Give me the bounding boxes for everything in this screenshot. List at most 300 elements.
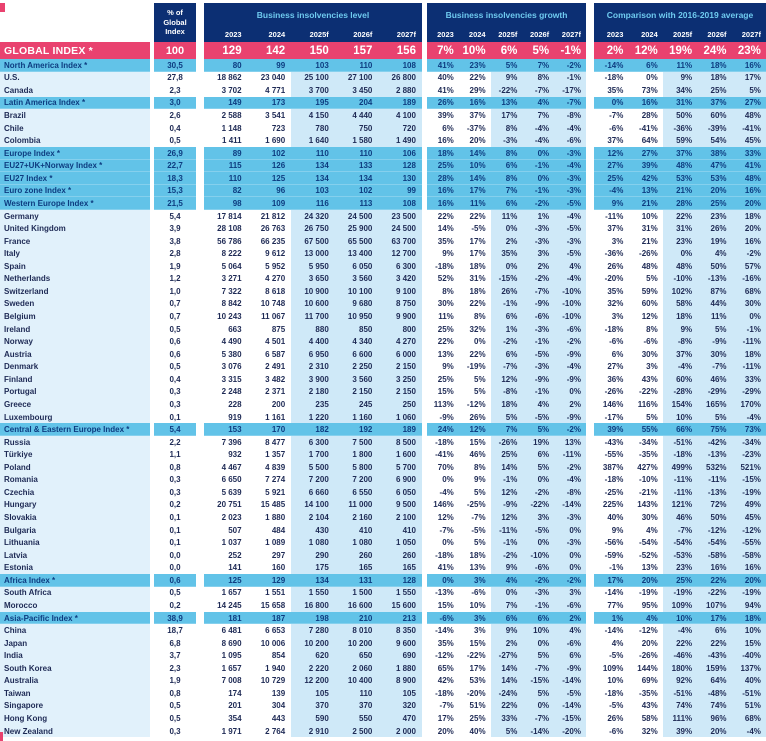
level-value: 10 729 bbox=[248, 675, 292, 688]
growth-value: 42% bbox=[427, 675, 459, 688]
comp-value: 40% bbox=[594, 511, 628, 524]
column-gap bbox=[196, 147, 204, 160]
row-name: Romania bbox=[0, 474, 150, 487]
growth-value: 11% bbox=[459, 197, 491, 210]
comp-value: 5% bbox=[697, 323, 731, 336]
level-value: 1 220 bbox=[291, 411, 335, 424]
comp-value: 6% bbox=[697, 624, 731, 637]
growth-value: -26% bbox=[491, 436, 523, 449]
growth-value: 2% bbox=[491, 235, 523, 248]
level-value: 2 150 bbox=[335, 386, 379, 399]
level-value: 260 bbox=[335, 549, 379, 562]
growth-value: 70% bbox=[427, 461, 459, 474]
level-value: 1 657 bbox=[204, 662, 248, 675]
growth-value: 0% bbox=[554, 524, 586, 537]
growth-value: -9% bbox=[554, 411, 586, 424]
row-name: Canada bbox=[0, 84, 150, 97]
growth-value: 25% bbox=[427, 373, 459, 386]
growth-value: -3% bbox=[554, 511, 586, 524]
column-gap bbox=[196, 398, 204, 411]
comp-value: 11% bbox=[697, 310, 731, 323]
column-gap bbox=[196, 599, 204, 612]
level-value: 5 380 bbox=[204, 348, 248, 361]
level-value: 173 bbox=[248, 97, 292, 110]
growth-value: -9% bbox=[554, 348, 586, 361]
level-value: 175 bbox=[291, 562, 335, 575]
level-value: 252 bbox=[204, 549, 248, 562]
comp-value: -43% bbox=[697, 649, 731, 662]
comp-value: -11% bbox=[697, 474, 731, 487]
comp-value: -9% bbox=[697, 335, 731, 348]
column-group-comparison bbox=[594, 3, 766, 42]
level-value: 10 748 bbox=[248, 298, 292, 311]
year-header: 2024 bbox=[641, 30, 658, 39]
growth-value: 2% bbox=[491, 637, 523, 650]
growth-value: -6% bbox=[427, 612, 459, 625]
comp-value: -20% bbox=[594, 273, 628, 286]
level-value: 103 bbox=[291, 59, 335, 72]
row-name: Norway bbox=[0, 335, 150, 348]
level-value: 99 bbox=[378, 185, 422, 198]
comp-value: 36% bbox=[594, 373, 628, 386]
level-value: 115 bbox=[204, 160, 248, 173]
row-pct-of-global-index: 0,3 bbox=[154, 486, 196, 499]
growth-value: -6% bbox=[459, 587, 491, 600]
growth-value: -6% bbox=[522, 562, 554, 575]
comp-value: 22% bbox=[663, 210, 697, 223]
level-value: 23 040 bbox=[248, 72, 292, 85]
growth-value: 22% bbox=[459, 298, 491, 311]
level-value: 3 076 bbox=[204, 361, 248, 374]
comp-value: 144% bbox=[628, 662, 662, 675]
growth-value: 22% bbox=[427, 210, 459, 223]
row-name: Germany bbox=[0, 210, 150, 223]
comp-value: 42% bbox=[628, 172, 662, 185]
comp-value: 5% bbox=[628, 411, 662, 424]
row-pct-of-global-index: 0,5 bbox=[154, 361, 196, 374]
column-gap bbox=[196, 700, 204, 713]
growth-value: 17% bbox=[459, 662, 491, 675]
row-pct-of-global-index: 1,2 bbox=[154, 273, 196, 286]
growth-value: 7% bbox=[491, 599, 523, 612]
row-name: Euro zone Index * bbox=[0, 185, 150, 198]
column-gap bbox=[586, 59, 594, 72]
growth-value: 0% bbox=[554, 562, 586, 575]
growth-value: -7% bbox=[522, 662, 554, 675]
column-gap bbox=[196, 461, 204, 474]
comp-value: 25% bbox=[594, 172, 628, 185]
growth-value: 0% bbox=[427, 574, 459, 587]
level-value: 260 bbox=[378, 549, 422, 562]
country-row bbox=[0, 536, 766, 549]
comp-value: 37% bbox=[594, 222, 628, 235]
level-value: 174 bbox=[204, 687, 248, 700]
growth-value: -1% bbox=[522, 599, 554, 612]
growth-value: -18% bbox=[427, 549, 459, 562]
column-gap bbox=[586, 273, 594, 286]
growth-value: 5% bbox=[459, 486, 491, 499]
growth-value: -14% bbox=[522, 725, 554, 738]
level-value: 304 bbox=[248, 700, 292, 713]
growth-value: -20% bbox=[459, 687, 491, 700]
comp-value: 16% bbox=[628, 97, 662, 110]
level-value: 6 300 bbox=[291, 436, 335, 449]
comp-value: -12% bbox=[697, 524, 731, 537]
level-value: 11 000 bbox=[335, 499, 379, 512]
column-gap bbox=[196, 562, 204, 575]
comp-value: -2% bbox=[732, 247, 766, 260]
growth-value: 25% bbox=[427, 160, 459, 173]
growth-value: 22% bbox=[459, 72, 491, 85]
growth-value: -19% bbox=[459, 361, 491, 374]
comp-value: 22% bbox=[697, 637, 731, 650]
comp-value: 109% bbox=[663, 599, 697, 612]
level-value: 10 400 bbox=[335, 675, 379, 688]
comp-value: -58% bbox=[732, 549, 766, 562]
growth-value: 18% bbox=[459, 260, 491, 273]
growth-value: 24% bbox=[427, 423, 459, 436]
level-value: 470 bbox=[378, 712, 422, 725]
level-value: 187 bbox=[248, 612, 292, 625]
global-comp-2025f: 19% bbox=[663, 42, 697, 59]
comp-value: -4% bbox=[663, 624, 697, 637]
comp-value: 33% bbox=[732, 147, 766, 160]
level-value: 620 bbox=[291, 649, 335, 662]
row-name: Belgium bbox=[0, 310, 150, 323]
column-gap bbox=[196, 386, 204, 399]
row-pct-of-global-index: 2,8 bbox=[154, 247, 196, 260]
level-value: 7 200 bbox=[335, 474, 379, 487]
comp-value: 31% bbox=[628, 222, 662, 235]
comp-value: -16% bbox=[732, 273, 766, 286]
level-value: 245 bbox=[335, 398, 379, 411]
growth-value: -8% bbox=[554, 486, 586, 499]
comp-value: 13% bbox=[628, 562, 662, 575]
growth-value: -13% bbox=[427, 587, 459, 600]
level-value: 1 160 bbox=[335, 411, 379, 424]
growth-value: -1% bbox=[522, 386, 554, 399]
column-gap bbox=[586, 72, 594, 85]
level-value: 1 089 bbox=[248, 536, 292, 549]
level-value: 56 786 bbox=[204, 235, 248, 248]
level-value: 4 467 bbox=[204, 461, 248, 474]
comp-value: 21% bbox=[628, 197, 662, 210]
comp-value: -51% bbox=[732, 687, 766, 700]
row-name: Latin America Index * bbox=[0, 97, 150, 110]
column-gap bbox=[196, 172, 204, 185]
growth-value: -1% bbox=[491, 474, 523, 487]
column-gap bbox=[586, 84, 594, 97]
column-gap bbox=[196, 335, 204, 348]
level-value: 235 bbox=[291, 398, 335, 411]
growth-value: -15% bbox=[554, 712, 586, 725]
column-gap bbox=[586, 147, 594, 160]
level-value: 6 650 bbox=[204, 474, 248, 487]
comp-value: -22% bbox=[697, 587, 731, 600]
column-gap bbox=[196, 436, 204, 449]
comp-value: -26% bbox=[628, 247, 662, 260]
column-gap bbox=[196, 310, 204, 323]
level-value: 5 800 bbox=[335, 461, 379, 474]
region-index-row bbox=[0, 423, 766, 436]
level-value: 28 108 bbox=[204, 222, 248, 235]
growth-value: -4% bbox=[522, 122, 554, 135]
growth-value: 5% bbox=[459, 536, 491, 549]
growth-value: -12% bbox=[459, 398, 491, 411]
column-gap bbox=[196, 411, 204, 424]
country-row bbox=[0, 235, 766, 248]
comp-value: -4% bbox=[594, 185, 628, 198]
comp-value: 30% bbox=[732, 298, 766, 311]
country-row bbox=[0, 712, 766, 725]
growth-value: 1% bbox=[491, 323, 523, 336]
growth-value: -5% bbox=[522, 411, 554, 424]
level-value: 3 450 bbox=[335, 84, 379, 97]
level-value: 8 222 bbox=[204, 247, 248, 260]
column-gap bbox=[196, 536, 204, 549]
comp-value: 58% bbox=[628, 712, 662, 725]
comp-value: 57% bbox=[732, 260, 766, 273]
column-gap bbox=[196, 323, 204, 336]
growth-value: 5% bbox=[522, 649, 554, 662]
comp-value: 13% bbox=[628, 185, 662, 198]
column-gap bbox=[586, 323, 594, 336]
growth-value: -3% bbox=[522, 222, 554, 235]
growth-value: 41% bbox=[427, 84, 459, 97]
comp-value: 28% bbox=[663, 197, 697, 210]
row-pct-of-global-index: 2,6 bbox=[154, 109, 196, 122]
year-header: 2025f bbox=[672, 30, 693, 39]
growth-value: 12% bbox=[427, 511, 459, 524]
row-pct-of-global-index: 15,3 bbox=[154, 185, 196, 198]
level-value: 2 060 bbox=[335, 662, 379, 675]
comp-value: 48% bbox=[628, 260, 662, 273]
year-header: 2026f bbox=[707, 30, 727, 39]
growth-value: -14% bbox=[554, 700, 586, 713]
global-comp-2023: 2% bbox=[594, 42, 628, 59]
column-gap bbox=[196, 109, 204, 122]
level-value: 919 bbox=[204, 411, 248, 424]
column-group-insolvencies-level bbox=[204, 3, 422, 42]
growth-value: 20% bbox=[427, 725, 459, 738]
country-row bbox=[0, 549, 766, 562]
growth-value: 0% bbox=[522, 536, 554, 549]
row-name: Bulgaria bbox=[0, 524, 150, 537]
level-value: 7 500 bbox=[335, 436, 379, 449]
comp-value: -14% bbox=[594, 59, 628, 72]
country-row bbox=[0, 637, 766, 650]
level-value: 9 900 bbox=[378, 310, 422, 323]
group-title-growth: Business insolvencies growth bbox=[445, 10, 568, 20]
level-value: 63 700 bbox=[378, 235, 422, 248]
level-value: 228 bbox=[204, 398, 248, 411]
comp-value: -56% bbox=[594, 536, 628, 549]
country-row bbox=[0, 84, 766, 97]
column-gap bbox=[586, 386, 594, 399]
comp-value: 102% bbox=[663, 285, 697, 298]
growth-value: 20% bbox=[459, 134, 491, 147]
growth-value: 16% bbox=[459, 97, 491, 110]
growth-value: 10% bbox=[459, 160, 491, 173]
global-growth-2027f: -1% bbox=[554, 42, 586, 59]
country-row bbox=[0, 649, 766, 662]
comp-value: 10% bbox=[663, 411, 697, 424]
level-value: 720 bbox=[378, 122, 422, 135]
level-value: 7 200 bbox=[291, 474, 335, 487]
comp-value: -12% bbox=[628, 624, 662, 637]
growth-value: 10% bbox=[522, 624, 554, 637]
growth-value: 14% bbox=[459, 147, 491, 160]
level-value: 125 bbox=[248, 172, 292, 185]
level-value: 410 bbox=[335, 524, 379, 537]
year-header: 2027f bbox=[396, 30, 416, 39]
comp-value: 26% bbox=[594, 260, 628, 273]
column-gap bbox=[586, 624, 594, 637]
growth-value: -8% bbox=[491, 386, 523, 399]
growth-value: -25% bbox=[459, 499, 491, 512]
column-gap bbox=[586, 197, 594, 210]
comp-value: 20% bbox=[697, 725, 731, 738]
level-value: 10 006 bbox=[248, 637, 292, 650]
growth-value: -4% bbox=[554, 361, 586, 374]
comp-value: 116% bbox=[628, 398, 662, 411]
level-value: 1 580 bbox=[335, 134, 379, 147]
growth-value: -10% bbox=[554, 285, 586, 298]
growth-value: 0% bbox=[427, 474, 459, 487]
comp-value: 107% bbox=[697, 599, 731, 612]
growth-value: 0% bbox=[554, 549, 586, 562]
growth-value: 5% bbox=[459, 386, 491, 399]
comp-value: 46% bbox=[697, 373, 731, 386]
row-pct-of-global-index: 0,8 bbox=[154, 687, 196, 700]
row-name: Czechia bbox=[0, 486, 150, 499]
column-gap bbox=[196, 448, 204, 461]
level-value: 98 bbox=[204, 197, 248, 210]
comp-value: 43% bbox=[628, 700, 662, 713]
year-header: 2024 bbox=[268, 30, 286, 39]
level-value: 1 600 bbox=[378, 448, 422, 461]
column-gap bbox=[196, 712, 204, 725]
column-group-insolvencies-growth bbox=[427, 3, 586, 42]
column-gap bbox=[586, 436, 594, 449]
level-value: 116 bbox=[291, 197, 335, 210]
comp-value: -35% bbox=[628, 687, 662, 700]
level-value: 106 bbox=[378, 147, 422, 160]
level-value: 4 100 bbox=[378, 109, 422, 122]
level-value: 9 612 bbox=[248, 247, 292, 260]
growth-value: 0% bbox=[554, 386, 586, 399]
level-value: 13 400 bbox=[335, 247, 379, 260]
comp-value: 45% bbox=[732, 511, 766, 524]
column-gap bbox=[586, 587, 594, 600]
comp-value: 16% bbox=[732, 185, 766, 198]
comp-value: 45% bbox=[732, 134, 766, 147]
global-index-row bbox=[0, 42, 766, 59]
growth-value: 9% bbox=[427, 361, 459, 374]
comp-value: 17% bbox=[594, 574, 628, 587]
country-row bbox=[0, 700, 766, 713]
level-value: 3 420 bbox=[378, 273, 422, 286]
growth-value: 11% bbox=[427, 310, 459, 323]
comp-value: 40% bbox=[732, 675, 766, 688]
comp-value: 74% bbox=[697, 700, 731, 713]
comp-value: -36% bbox=[663, 122, 697, 135]
level-value: 16 600 bbox=[335, 599, 379, 612]
growth-value: -3% bbox=[522, 587, 554, 600]
comp-value: -35% bbox=[628, 448, 662, 461]
region-index-row bbox=[0, 160, 766, 173]
comp-value: -6% bbox=[594, 725, 628, 738]
level-value: 850 bbox=[335, 323, 379, 336]
growth-value: 2% bbox=[522, 260, 554, 273]
row-pct-of-global-index: 0,0 bbox=[154, 562, 196, 575]
region-index-row bbox=[0, 574, 766, 587]
row-name: Colombia bbox=[0, 134, 150, 147]
level-value: 6 050 bbox=[378, 486, 422, 499]
level-value: 128 bbox=[378, 574, 422, 587]
level-value: 3 482 bbox=[248, 373, 292, 386]
growth-value: 146% bbox=[427, 499, 459, 512]
growth-value: 13% bbox=[459, 562, 491, 575]
comp-value: -19% bbox=[732, 587, 766, 600]
growth-value: -5% bbox=[554, 247, 586, 260]
level-value: 1 880 bbox=[378, 662, 422, 675]
column-gap bbox=[196, 574, 204, 587]
comp-value: 30% bbox=[628, 348, 662, 361]
level-value: 4 270 bbox=[248, 273, 292, 286]
level-value: 2 000 bbox=[378, 725, 422, 738]
level-value: 14 100 bbox=[291, 499, 335, 512]
growth-value: 52% bbox=[427, 273, 459, 286]
level-value: 133 bbox=[335, 160, 379, 173]
comp-value: -55% bbox=[594, 448, 628, 461]
column-gap bbox=[586, 423, 594, 436]
row-pct-of-global-index: 0,3 bbox=[154, 398, 196, 411]
row-pct-of-global-index: 0,7 bbox=[154, 310, 196, 323]
level-value: 126 bbox=[248, 160, 292, 173]
comp-value: 20% bbox=[732, 574, 766, 587]
country-row bbox=[0, 298, 766, 311]
country-row bbox=[0, 474, 766, 487]
growth-value: 0% bbox=[522, 474, 554, 487]
growth-value: 22% bbox=[459, 210, 491, 223]
growth-value: 9% bbox=[491, 562, 523, 575]
growth-value: -7% bbox=[522, 712, 554, 725]
level-value: 12 700 bbox=[378, 247, 422, 260]
growth-value: 6% bbox=[427, 122, 459, 135]
growth-value: 6% bbox=[554, 649, 586, 662]
comp-value: 48% bbox=[732, 172, 766, 185]
level-value: 8 842 bbox=[204, 298, 248, 311]
row-name: Portugal bbox=[0, 386, 150, 399]
comp-value: 60% bbox=[628, 298, 662, 311]
column-gap bbox=[196, 235, 204, 248]
comp-value: 20% bbox=[628, 574, 662, 587]
column-gap bbox=[196, 298, 204, 311]
table-body bbox=[0, 59, 766, 737]
growth-value: -2% bbox=[554, 335, 586, 348]
growth-value: -4% bbox=[427, 486, 459, 499]
level-value: 5 064 bbox=[204, 260, 248, 273]
column-gap bbox=[586, 373, 594, 386]
growth-value: 12% bbox=[491, 511, 523, 524]
growth-value: 10% bbox=[459, 599, 491, 612]
column-gap bbox=[586, 310, 594, 323]
comp-value: 60% bbox=[663, 373, 697, 386]
level-value: 1 411 bbox=[204, 134, 248, 147]
growth-value: 46% bbox=[459, 448, 491, 461]
level-value: 181 bbox=[204, 612, 248, 625]
